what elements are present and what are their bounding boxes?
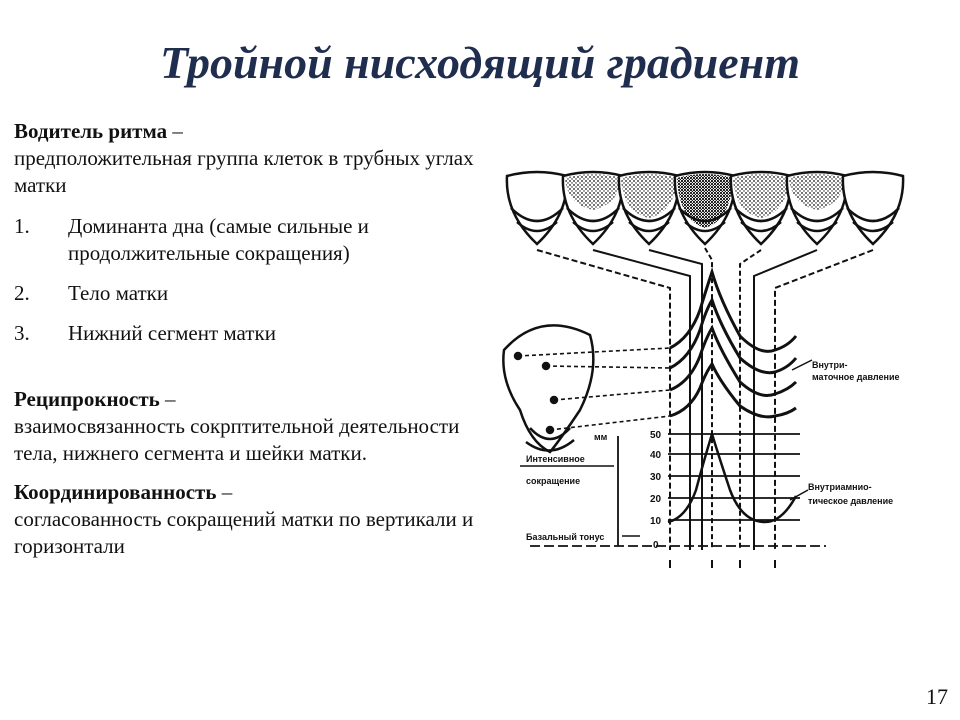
scale-tick: 0 bbox=[653, 540, 659, 551]
list-item-text: Доминанта дна (самые сильные и продолжительные сокращения) bbox=[68, 214, 369, 265]
uterus-icon bbox=[619, 172, 679, 244]
gradient-list bbox=[14, 213, 494, 347]
uterus-icon bbox=[787, 172, 847, 244]
reciprocity-term: Реципрокность bbox=[14, 387, 160, 411]
scale-tick: 50 bbox=[650, 430, 662, 441]
text-column bbox=[14, 118, 494, 560]
intrauterine-pressure-label-1: Внутри- bbox=[812, 360, 848, 370]
list-item-number: 3. bbox=[14, 321, 30, 345]
intrauterine-pressure-label-2: маточное давление bbox=[812, 372, 900, 382]
side-uterus-icon bbox=[503, 325, 593, 452]
list-item-number: 1. bbox=[14, 214, 30, 238]
scale-tick: 20 bbox=[650, 494, 662, 505]
amniotic-pressure-label-1: Внутриамнио- bbox=[808, 482, 872, 492]
uterine-contraction-diagram bbox=[490, 160, 920, 580]
scale-tick: 40 bbox=[650, 450, 662, 461]
pacemaker-definition: предположительная группа клеток в трубных углах матки bbox=[14, 146, 474, 197]
time-markers bbox=[670, 560, 775, 568]
pacemaker-dash: – bbox=[167, 119, 183, 143]
uterus-icon bbox=[731, 172, 791, 244]
list-item bbox=[14, 280, 494, 307]
leader-line bbox=[792, 360, 812, 370]
mm-unit-label: мм bbox=[594, 432, 608, 442]
pressure-waves bbox=[670, 272, 796, 417]
pacemaker-term: Водитель ритма bbox=[14, 119, 168, 143]
scale-tick: 10 bbox=[650, 516, 662, 527]
amniotic-pressure-label-2: тическое давление bbox=[808, 496, 894, 506]
coordination-term: Координированность bbox=[14, 480, 217, 504]
scale-tick: 30 bbox=[650, 472, 662, 483]
uterus-icon-row bbox=[507, 172, 903, 244]
uterus-icon bbox=[843, 172, 903, 244]
intense-contraction-label-2: сокращение bbox=[526, 476, 581, 486]
reciprocity-paragraph bbox=[14, 386, 494, 467]
coordination-dash: – bbox=[216, 480, 233, 504]
reciprocity-dash: – bbox=[159, 387, 176, 411]
coordination-definition: согласованность сокращений матки по вертикали и горизонтали bbox=[14, 507, 474, 558]
basal-tone-label: Базальный тонус bbox=[526, 532, 605, 542]
list-item-text: Нижний сегмент матки bbox=[68, 321, 276, 345]
amniotic-pressure-curve bbox=[668, 434, 796, 522]
uterus-icon bbox=[507, 172, 567, 244]
intense-contraction-label-1: Интенсивное bbox=[526, 454, 585, 464]
list-item-number: 2. bbox=[14, 281, 30, 305]
list-item bbox=[14, 320, 494, 347]
coordination-paragraph bbox=[14, 479, 494, 560]
reciprocity-definition: взаимосвязанность сокрптительной деятельности тела, нижнего сегмента и шейки матки. bbox=[14, 414, 460, 465]
uterus-icon bbox=[563, 172, 623, 244]
pacemaker-paragraph bbox=[14, 118, 494, 199]
pressure-scale-lines bbox=[530, 434, 826, 546]
list-item bbox=[14, 213, 494, 267]
uterus-icon bbox=[675, 172, 735, 244]
list-item-text: Тело матки bbox=[68, 281, 169, 305]
page-number: 17 bbox=[926, 684, 948, 709]
slide-title: Тройной нисходящий градиент bbox=[160, 37, 800, 88]
